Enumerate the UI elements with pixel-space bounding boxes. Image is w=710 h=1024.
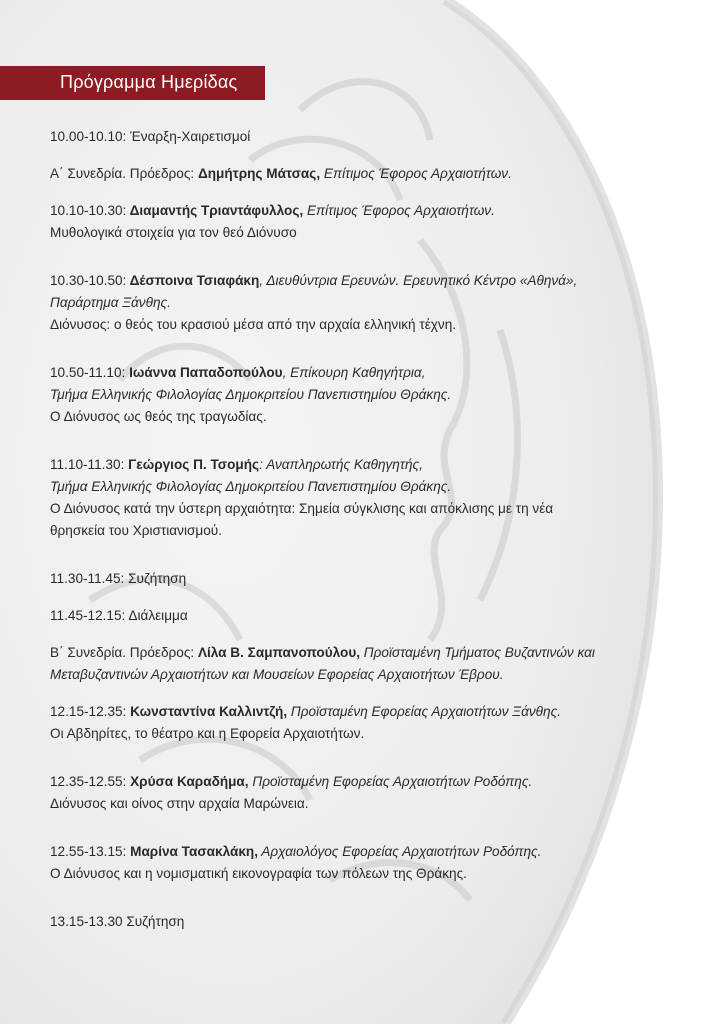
time-slot: 12.35-12.55: [50,774,127,789]
speaker-role: , Διευθύντρια Ερευνών. Ερευνητικό Κέντρο «Αθηνά», [259,273,578,288]
program-entry [50,642,690,686]
talk-text: Συζήτηση [124,571,187,586]
speaker-role: Προϊσταμένη Εφορείας Αρχαιοτήτων Ξάνθης. [287,704,561,719]
program-line [50,454,690,476]
time-slot: 13.15-13.30 [50,914,123,929]
time-slot: 12.15-12.35: [50,704,127,719]
speaker-name: Διαμαντής Τριαντάφυλλος, [126,203,304,218]
speaker-name: Κωνσταντίνα Καλλιντζή, [126,704,288,719]
time-slot: 10.50-11.10: [50,365,126,380]
speaker-name: Λίλα Β. Σαμπανοπούλου, [197,645,361,660]
speaker-role: Τμήμα Ελληνικής Φιλολογίας Δημοκριτείου Πανεπιστημίου Θράκης. [50,479,452,494]
program-line [50,863,690,885]
speaker-role: Επίτιμος Έφορος Αρχαιοτήτων. [320,166,512,181]
speaker-role: Προϊσταμένη Εφορείας Αρχαιοτήτων Ροδόπης. [248,774,533,789]
program-line [50,664,690,686]
time-slot: 10.00-10.10: [50,129,127,144]
program-line [50,911,690,933]
talk-text: Διάλειμμα [125,608,188,623]
speaker-role: Τμήμα Ελληνικής Φιλολογίας Δημοκριτείου Πανεπιστημίου Θράκης. [50,387,452,402]
speaker-name: Ιωάννα Παπαδοπούλου [125,365,283,380]
program-line [50,384,690,406]
talk-text: Μυθολογικά στοιχεία για τον θεό Διόνυσο [50,225,297,240]
program-entry [50,771,690,815]
program-entry [50,454,690,542]
program-entry [50,362,690,428]
speaker-name: Γεώργιος Π. Τσομής [124,457,260,472]
time-slot: 10.30-10.50: [50,273,127,288]
program-line [50,222,690,244]
speaker-role: Αρχαιολόγος Εφορείας Αρχαιοτήτων Ροδόπης. [257,844,542,859]
program-line [50,362,690,384]
program-line [50,642,690,664]
program-line [50,314,690,336]
program-schedule [50,126,690,933]
speaker-role: , Επίκουρη Καθηγήτρια, [282,365,426,380]
program-entry [50,605,690,627]
speaker-role: Επίτιμος Έφορος Αρχαιοτήτων. [303,203,495,218]
speaker-name: Δημήτρης Μάτσας, [197,166,321,181]
program-line [50,163,690,185]
program-entry [50,163,690,185]
talk-text: Οι Αβδηρίτες, το θέατρο και η Εφορεία Αρχαιοτήτων. [50,726,365,741]
session-chair-prefix: Α΄ Συνεδρία. Πρόεδρος: [50,166,198,181]
program-line [50,520,690,542]
program-entry [50,200,690,244]
program-entry [50,568,690,590]
program-line [50,605,690,627]
program-line [50,292,690,314]
speaker-role: Προϊσταμένη Τμήματος Βυζαντινών και [360,645,595,660]
program-line [50,841,690,863]
program-entry [50,126,690,148]
talk-text: Διόνυσος: ο θεός του κρασιού μέσα από την αρχαία ελληνική τέχνη. [50,317,457,332]
talk-text: θρησκεία του Χριστιανισμού. [50,523,222,538]
time-slot: 11.30-11.45: [50,571,125,586]
program-line [50,476,690,498]
program-line [50,270,690,292]
talk-text: Διόνυσος και οίνος στην αρχαία Μαρώνεια. [50,796,309,811]
talk-text: Ο Διόνυσος κατά την ύστερη αρχαιότητα: Σημεία σύγκλισης και απόκλισης με τη νέα [50,501,554,516]
program-line [50,200,690,222]
program-line [50,126,690,148]
time-slot: 11.45-12.15: [50,608,126,623]
talk-text: Ο Διόνυσος ως θεός της τραγωδίας. [50,409,267,424]
program-line [50,723,690,745]
speaker-name: Δέσποινα Τσιαφάκη [126,273,260,288]
talk-text: Ο Διόνυσος και η νομισματική εικονογραφία των πόλεων της Θράκης. [50,866,467,881]
program-line [50,406,690,428]
page-title: Πρόγραμμα Ημερίδας [60,72,238,92]
program-entry [50,911,690,933]
program-line [50,568,690,590]
talk-text: Συζήτηση [122,914,185,929]
speaker-name: Χρύσα Καραδήμα, [126,774,249,789]
speaker-name: Μαρίνα Τασακλάκη, [126,844,258,859]
speaker-role: : Αναπληρωτής Καθηγητής, [259,457,423,472]
time-slot: 10.10-10.30: [50,203,127,218]
program-line [50,793,690,815]
talk-text: Έναρξη-Χαιρετισμοί [126,129,251,144]
program-entry [50,841,690,885]
program-line [50,701,690,723]
time-slot: 12.55-13.15: [50,844,127,859]
program-entry [50,701,690,745]
program-line [50,771,690,793]
program-line [50,498,690,520]
speaker-role: Παράρτημα Ξάνθης. [50,295,171,310]
program-entry [50,270,690,336]
speaker-role: Μεταβυζαντινών Αρχαιοτήτων και Μουσείων Εφορείας Αρχαιοτήτων Έβρου. [50,667,504,682]
session-chair-prefix: Β΄ Συνεδρία. Πρόεδρος: [50,645,198,660]
time-slot: 11.10-11.30: [50,457,125,472]
